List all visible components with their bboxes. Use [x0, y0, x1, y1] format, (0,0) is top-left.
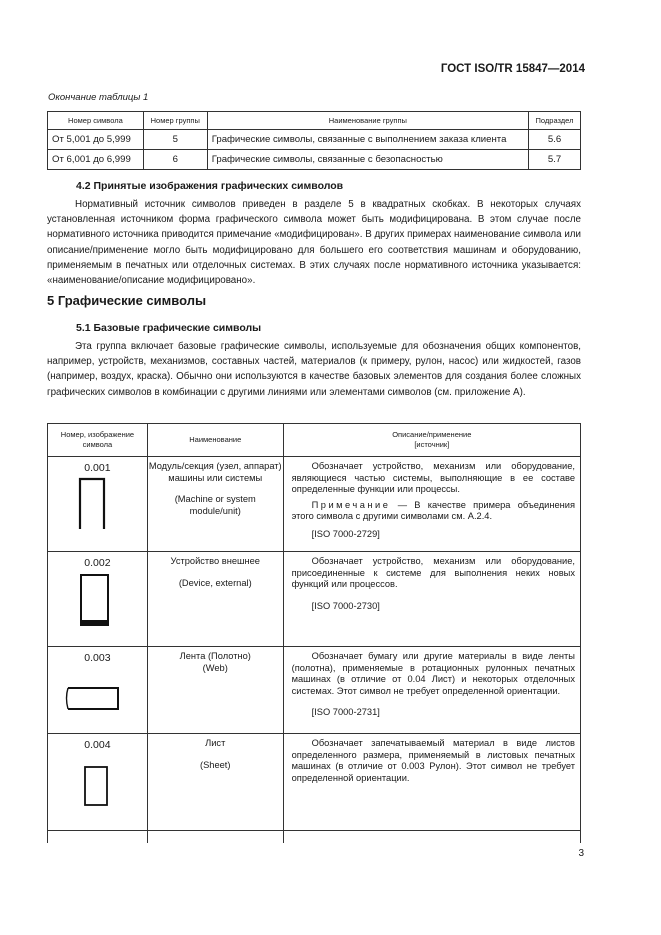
symbol-name: Устройство внешнее — [170, 556, 260, 566]
symbol-cell — [48, 552, 148, 647]
name-cell — [147, 734, 283, 831]
section-heading: 4.2 Принятые изображения графических символов — [76, 180, 344, 192]
description-cell — [283, 457, 580, 552]
column-header: Наименование группы — [207, 112, 528, 130]
table-header-row — [48, 112, 581, 130]
subsection-paragraph: Эта группа включает базовые графические символы, используемые для обозначения общих компонентов, например, устройств, механизмов, составных частей, материалов (к примеру, рулон, насос) или жидкостей, газов (например, воздух, краска). Обычно они используются в качестве базовых элементов для создания более сложных графических символов в комбинации с другими линиями или элементами символов (см. приложение А). — [47, 341, 581, 398]
symbol-cell — [48, 647, 148, 734]
symbol-name: Лист — [205, 738, 226, 748]
symbol-description: Обозначает бумагу или другие материалы в виде ленты (полотна), применяемые в ротационных рулонных печатных машинах (в отличие от 0.04 Лист) и некоторых отделочных системах. Этот символ не требует определенной ориентации. — [291, 651, 575, 696]
table-row — [48, 734, 581, 831]
column-header: Номер символа — [48, 112, 144, 130]
web-icon — [62, 664, 132, 718]
description-cell — [283, 647, 580, 734]
table-row — [48, 130, 581, 150]
column-header: Наименование — [147, 424, 283, 457]
table-cell: От 6,001 до 6,999 — [48, 150, 144, 170]
empty-cell — [147, 831, 283, 844]
symbol-name: Лента (Полотно) — [179, 651, 251, 661]
symbol-note — [292, 500, 575, 523]
table-cell: 5.7 — [528, 150, 580, 170]
symbol-number: 0.001 — [84, 462, 111, 474]
name-cell — [147, 457, 283, 552]
module-unit-icon — [77, 474, 117, 530]
symbol-number: 0.004 — [84, 739, 111, 751]
chapter-heading: 5 Графические символы — [47, 293, 207, 308]
symbol-number: 0.003 — [84, 652, 111, 664]
symbol-name-en: (Sheet) — [200, 759, 231, 770]
symbol-description: Обозначает устройство, механизм или оборудование, присоединенные к системе для выполнения неких новых функций или процессов. — [291, 556, 575, 589]
table-cell: 5 — [143, 130, 207, 150]
symbol-number: 0.002 — [84, 557, 111, 569]
description-cell — [283, 552, 580, 647]
symbol-name-en: (Machine or system module/unit) — [174, 494, 256, 516]
table-row — [48, 150, 581, 170]
empty-cell — [48, 831, 148, 844]
table-cell: От 5,001 до 5,999 — [48, 130, 144, 150]
page-number: 3 — [578, 848, 584, 859]
table-caption: Окончание таблицы 1 — [48, 92, 149, 103]
symbols-table — [47, 423, 581, 843]
column-header: Подраздел — [528, 112, 580, 130]
symbol-name-en: (Web) — [202, 662, 228, 673]
group-table — [47, 111, 581, 170]
symbol-name-en: (Device, external) — [178, 577, 252, 588]
name-cell — [147, 552, 283, 647]
table-cell: Графические символы, связанные с выполнением заказа клиента — [207, 130, 528, 150]
note-text: — В качестве примера объединения этого символа с другими символами см. А.2.4. — [291, 499, 575, 521]
description-cell — [283, 734, 580, 831]
document-code: ГОСТ ISO/TR 15847—2014 — [440, 63, 585, 75]
symbol-name: Модуль/секция (узел, аппарат) машины или системы — [148, 461, 282, 483]
symbol-cell — [48, 734, 148, 831]
symbol-description: Обозначает устройство, механизм или оборудование, являющиеся частью системы, выполняющие в ее составе определенные функции или процессы. — [291, 461, 575, 494]
subsection-heading: 5.1 Базовые графические символы — [76, 322, 262, 334]
column-header — [283, 424, 580, 457]
symbol-source: [ISO 7000-2731] — [311, 707, 380, 717]
external-device-icon — [77, 569, 117, 629]
table-row — [48, 552, 581, 647]
column-header-line: [источник] — [414, 440, 450, 449]
section-paragraph: Нормативный источник символов приведен в разделе 5 в квадратных скобках. В некоторых случаях установленная источником форма графического символа может быть модифицирована. В этом случае после нормативного источника приводится примечание «модифицирован». В других примерах наименование символа или описание/применение могло быть модифицировано для большего его соответствия машинам и оборудованию, применяемым в печатных или отделочных системах. В этих случаях после нормативного источника указывается: «наименование/описание модифицировано». — [47, 199, 581, 287]
sheet-icon — [77, 751, 117, 813]
symbol-description: Обозначает запечатываемый материал в виде листов определенного размера, применяемый в листовых печатных машинах (в отличие от 0.003 Рулон). Этот символ не требует определенной ориентации. — [291, 738, 575, 783]
table-row-continuation — [48, 831, 581, 844]
table-header-row — [48, 424, 581, 457]
symbol-source: [ISO 7000-2730] — [311, 600, 380, 611]
column-header-line: Описание/применение — [392, 430, 472, 439]
table-cell: Графические символы, связанные с безопасностью — [207, 150, 528, 170]
empty-cell — [283, 831, 580, 844]
symbol-cell — [48, 457, 148, 552]
table-row — [48, 647, 581, 734]
table-cell: 6 — [143, 150, 207, 170]
column-header: Номер группы — [143, 112, 207, 130]
symbol-source: [ISO 7000-2729] — [311, 528, 380, 539]
table-row — [48, 457, 581, 552]
table-cell: 5.6 — [528, 130, 580, 150]
column-header: Номер, изображение символа — [48, 424, 148, 457]
note-label: Примечание — [311, 499, 391, 510]
name-cell — [147, 647, 283, 734]
